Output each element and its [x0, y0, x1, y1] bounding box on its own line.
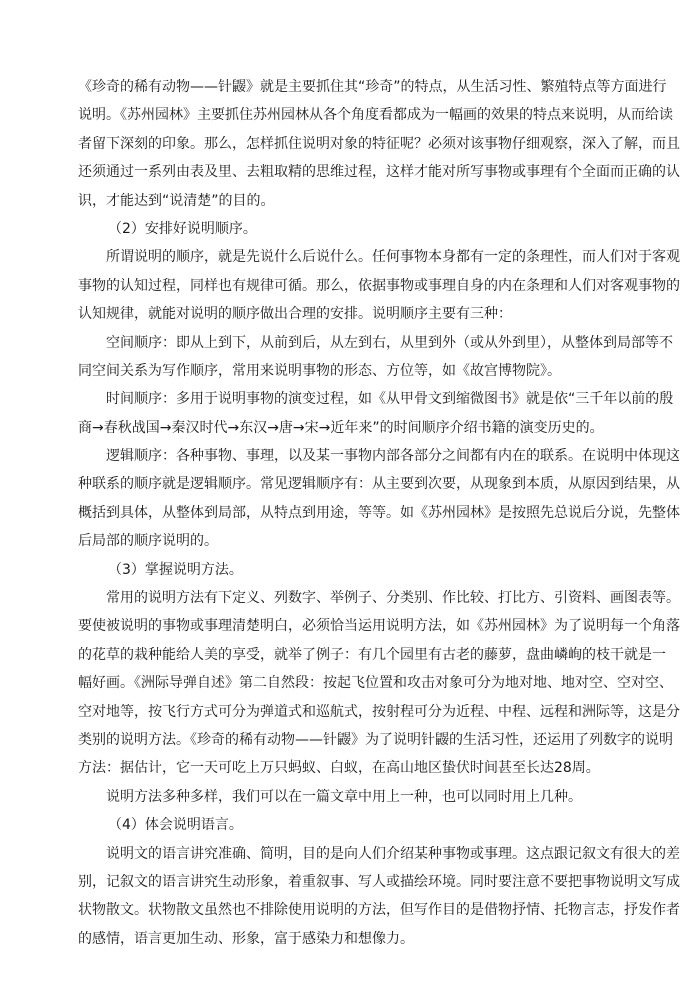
paragraph-line: 种联系的顺序就是逻辑顺序。常见逻辑顺序有：从主要到次要，从现象到本质，从原因到结果，从: [78, 476, 680, 493]
paragraph-line: 幅好画。《洲际导弹自述》第二自然段：按起飞位置和攻击对象可分为地对地、地对空、空对空、: [78, 675, 673, 692]
paragraph-line: 别，记叙文的语言讲究生动形象，着重叙事、写人或描绘环境。同时要注意不要把事物说明文写成: [78, 873, 680, 890]
paragraph-line: 状物散文。状物散文虽然也不排除使用说明的方法，但写作目的是借物抒情、托物言志，抒发作者: [78, 902, 680, 919]
section-heading: （3）掌握说明方法。: [108, 561, 243, 578]
paragraph-line: 的花草的栽种能给人美的享受，就举了例子：有几个园里有古老的藤萝，盘曲嶙峋的枝干就是一: [78, 646, 666, 663]
paragraph-line: 说明方法多种多样，我们可以在一篇文章中用上一种，也可以同时用上几种。: [106, 788, 582, 805]
paragraph-line: 逻辑顺序：各种事物、事理，以及某一事物内部各部分之间都有内在的联系。在说明中体现这: [106, 448, 680, 465]
paragraph-line: 所谓说明的顺序，就是先说什么后说什么。任何事物本身都有一定的条理性，而人们对于客观: [106, 249, 680, 266]
paragraph-line: 认知规律，就能对说明的顺序做出合理的安排。说明顺序主要有三种：: [78, 306, 512, 323]
paragraph-line: 说明。《苏州园林》主要抓住苏州园林从各个角度看都成为一幅画的效果的特点来说明，从而给读: [78, 107, 673, 124]
paragraph-line: 说明文的语言讲究准确、简明，目的是向人们介绍某种事物或事理。这点跟记叙文有很大的差: [106, 845, 680, 862]
paragraph-line: 常用的说明方法有下定义、列数字、举例子、分类别、作比较、打比方、引资料、画图表等。: [106, 590, 680, 607]
paragraph-line: 时间顺序：多用于说明事物的演变过程，如《从甲骨文到缩微图书》就是依“三千年以前的殷: [106, 391, 674, 408]
paragraph-line: 《珍奇的稀有动物——针鼹》就是主要抓住其“珍奇”的特点，从生活习性、繁殖特点等方面进行: [78, 79, 667, 95]
paragraph-line: 商→春秋战国→秦汉时代→东汉→唐→宋→近年来”的时间顺序介绍书籍的演变历史的。: [78, 419, 604, 436]
paragraph-line: 要使被说明的事物或事理清楚明白，必须恰当运用说明方法，如《苏州园林》为了说明每一个角落: [78, 618, 680, 635]
paragraph-line: 方法：据估计，它一天可吃上万只蚂蚁、白蚁，在高山地区蛰伏时间甚至长达28周。: [78, 760, 600, 777]
paragraph-line: 后局部的顺序说明的。: [78, 533, 218, 550]
paragraph-line: 事物的认知过程，同样也有规律可循。那么，依据事物或事理自身的内在条理和人们对客观事物的: [78, 277, 680, 294]
section-heading: （2）安排好说明顺序。: [108, 220, 257, 237]
paragraph-line: 同空间关系为写作顺序，常用来说明事物的形态、方位等，如《故宫博物院》。: [78, 362, 561, 379]
paragraph-line: 的感情，语言更加生动、形象，富于感染力和想像力。: [78, 930, 414, 947]
section-heading: （4）体会说明语言。: [108, 817, 243, 834]
paragraph-line: 概括到具体，从整体到局部，从特点到用途，等等。如《苏州园林》是按照先总说后分说，先整体: [78, 504, 680, 521]
document-body: [78, 73, 680, 953]
paragraph-line: 空对地等，按飞行方式可分为弹道式和巡航式，按射程可分为近程、中程、远程和洲际等，这是分: [78, 703, 680, 720]
paragraph-line: 空间顺序：即从上到下，从前到后，从左到右，从里到外（或从外到里），从整体到局部等不: [106, 334, 673, 351]
paragraph-line: 还须通过一系列由表及里、去粗取精的思维过程，这样才能对所写事物或事理有个全面而正确的认: [78, 164, 680, 181]
paragraph-line: 类别的说明方法。《珍奇的稀有动物——针鼹》为了说明针鼹的生活习性，还运用了列数字的说明: [78, 731, 673, 748]
paragraph-line: 识，才能达到“说清楚”的目的。: [78, 192, 275, 209]
paragraph-line: 者留下深刻的印象。那么，怎样抓住说明对象的特征呢？必须对该事物仔细观察，深入了解，而且: [78, 135, 680, 152]
